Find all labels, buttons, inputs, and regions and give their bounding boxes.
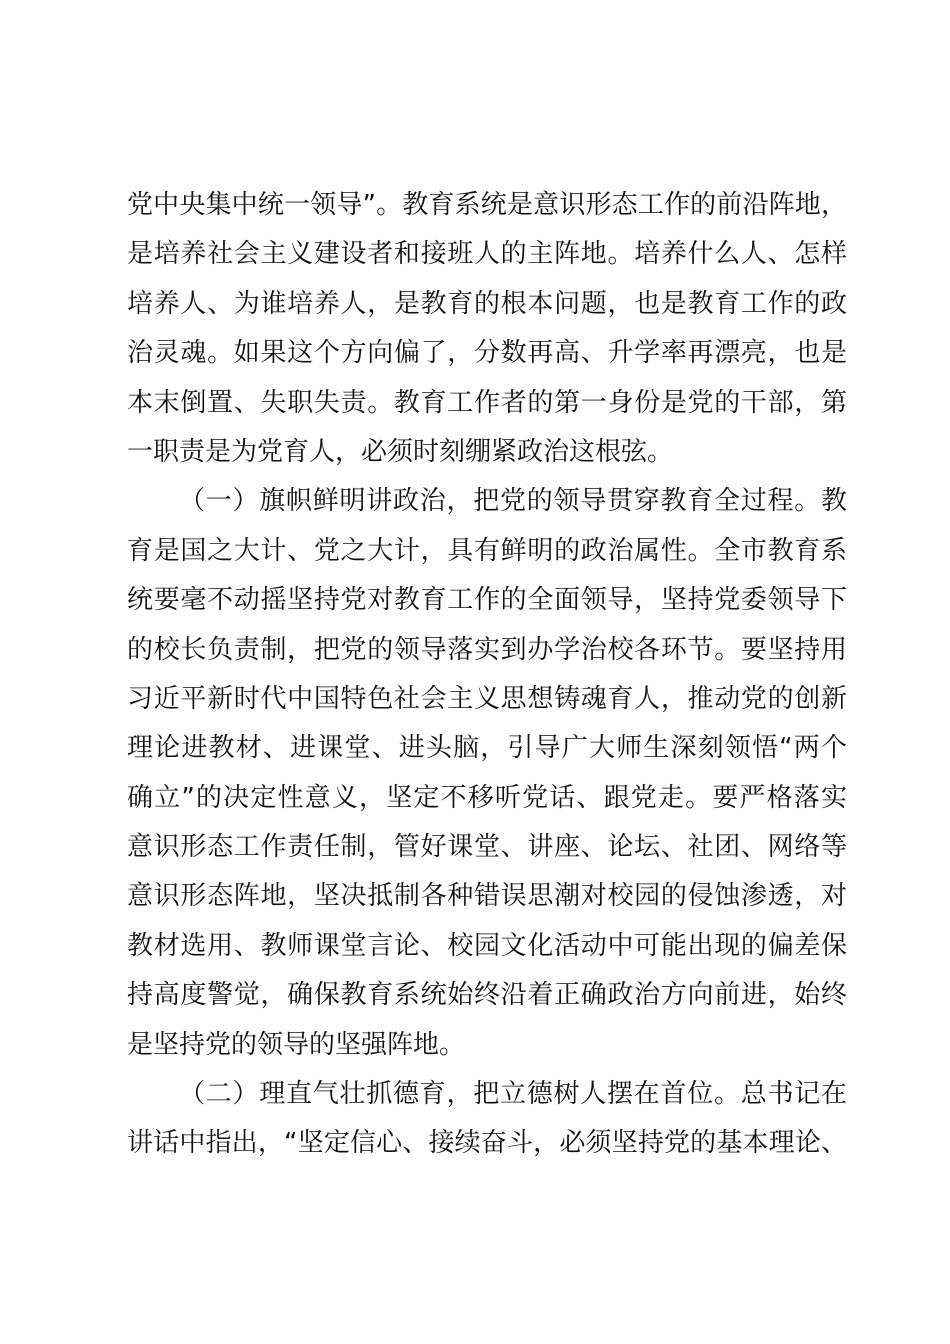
text-line: 培养人、为谁培养人，是教育的根本问题，也是教育工作的政 <box>127 288 847 319</box>
text-line: 确立”的决定性意义，坚定不移听党话、跟党走。要严格落实 <box>127 782 847 813</box>
text-line: 意识形态工作责任制，管好课堂、讲座、论坛、社团、网络等 <box>127 832 847 863</box>
document-body <box>127 181 847 1169</box>
text-line: 是坚持党的领导的坚强阵地。 <box>127 1029 466 1060</box>
text-line: 统要毫不动摇坚持党对教育工作的全面领导，坚持党委领导下 <box>127 585 847 616</box>
text-line: 持高度警觉，确保教育系统始终沿着正确政治方向前进，始终 <box>127 980 847 1011</box>
text-line: 教材选用、教师课堂言论、校园文化活动中可能出现的偏差保 <box>127 930 847 961</box>
paragraph <box>127 181 847 477</box>
text-line: 习近平新时代中国特色社会主义思想铸魂育人，推动党的创新 <box>127 683 847 714</box>
paragraph <box>127 1070 847 1169</box>
text-line: 本末倒置、失职失责。教育工作者的第一身份是党的干部，第 <box>127 387 847 418</box>
text-line: （一）旗帜鲜明讲政治，把党的领导贯穿教育全过程。教 <box>179 486 847 517</box>
text-line: 的校长负责制，把党的领导落实到办学治校各环节。要坚持用 <box>127 634 847 665</box>
text-line: 育是国之大计、党之大计，具有鲜明的政治属性。全市教育系 <box>127 535 847 566</box>
text-line: 意识形态阵地，坚决抵制各种错误思潮对校园的侵蚀渗透，对 <box>127 881 847 912</box>
text-line: 理论进教材、进课堂、进头脑，引导广大师生深刻领悟“两个 <box>127 733 847 764</box>
text-line: 党中央集中统一领导”。教育系统是意识形态工作的前沿阵地， <box>127 190 847 220</box>
text-line: 是培养社会主义建设者和接班人的主阵地。培养什么人、怎样 <box>127 239 847 270</box>
text-line: 一职责是为党育人，必须时刻绷紧政治这根弦。 <box>127 436 674 467</box>
text-line: 治灵魂。如果这个方向偏了，分数再高、升学率再漂亮，也是 <box>127 338 847 369</box>
text-line: （二）理直气壮抓德育，把立德树人摆在首位。总书记在 <box>179 1079 847 1110</box>
text-line: 讲话中指出，“坚定信心、接续奋斗，必须坚持党的基本理论、 <box>127 1128 847 1159</box>
paragraph <box>127 477 847 1070</box>
